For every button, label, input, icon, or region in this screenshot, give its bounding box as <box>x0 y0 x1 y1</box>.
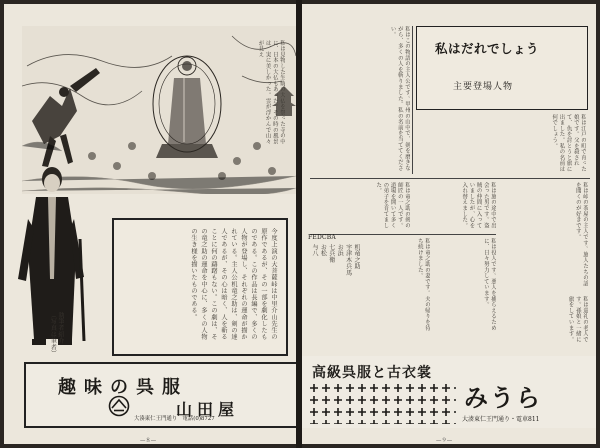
column-7: 私は役人です。悪人を捕らえるために、日々努力しています。 <box>482 238 496 331</box>
page-number: —８— <box>140 438 157 444</box>
ad-tagline: 趣味の呉服 <box>58 377 188 398</box>
page-title: 私はだれでしょう <box>435 41 540 56</box>
row-divider <box>310 178 590 179</box>
column-2: 私は江戸の町で育った娘です。父を殺されて、仇を討とうと旅に出ました。私の名前は何でしょう。 <box>551 114 586 172</box>
ad-shop-name: 山田屋 <box>176 400 240 419</box>
column-3: 私は竜之助の剣の師匠の一人です。道場を開いて多くの弟子を育てました。 <box>375 182 410 229</box>
column-8: 私は巡礼の老人です。孫娘と一緒に旅をしています。 <box>567 296 588 343</box>
column-6: 私は竜之助の妻です。夫の帰りを待ち続けました。 <box>416 238 430 331</box>
left-page <box>4 4 296 444</box>
cast-codes: FEDCBA <box>308 234 336 241</box>
right-page <box>302 4 596 444</box>
column-1: 私はこの物語の主人公です。甲州の山中で、剣を磨きながら、多くの人を斬りました。私の名前を当ててください。 <box>389 26 410 171</box>
page-subtitle: 主要登場人物 <box>453 82 514 92</box>
portrait-caption: 執筆者紹介 （写真は筆者） <box>49 312 64 357</box>
column-divider <box>412 26 413 174</box>
crest-icon <box>108 395 130 421</box>
cast-names: 机竜之助 宇津木兵馬 お浜 七兵衛 お松 与八 <box>310 244 360 276</box>
ad-brand: みうら <box>464 383 542 412</box>
cast-list <box>308 234 360 326</box>
ad-headline: 高級呉服と古衣裳 <box>312 365 432 381</box>
ad-address: 大湊東仁王門通り・電車811 <box>462 416 540 423</box>
essay-text: 今度上演の大菩薩峠は中里介山先生の原作であるが、その一部を劇化したものである。この作品は長編で、多くの人物が登場し、それぞれの運命が描かれている。主人公机竜之助は、剣の達人であるが、その心は暗く、人を斬ることに何の躊躇もない。この劇は、その竜之助の運命を中心に、多くの人物の生き様を描いたものである。 <box>190 228 277 341</box>
cross-pattern <box>308 382 456 424</box>
yamadaya-ad <box>24 362 296 428</box>
column-4: 私は旅の途中で出会った男です。盗賊の仲間に入っていましたが、心を入れ替えました。 <box>461 182 496 229</box>
title-box <box>416 26 588 110</box>
ad-address: 大湊東仁王門通り 電話(0)8727 <box>134 416 215 422</box>
column-5: 私は峠の茶屋の主人です。旅人たちの話を聞くのが好きです。 <box>574 182 588 287</box>
illustration-text: 私は見物した生駒の大仏を祭った寺の中に、日本の大仏もあった。その時の風景は、実に美しかった。雲が浮かんで山々が見え <box>257 40 285 145</box>
page-number: —９— <box>436 438 453 444</box>
miura-ad <box>302 356 596 428</box>
essay-box <box>112 218 288 356</box>
